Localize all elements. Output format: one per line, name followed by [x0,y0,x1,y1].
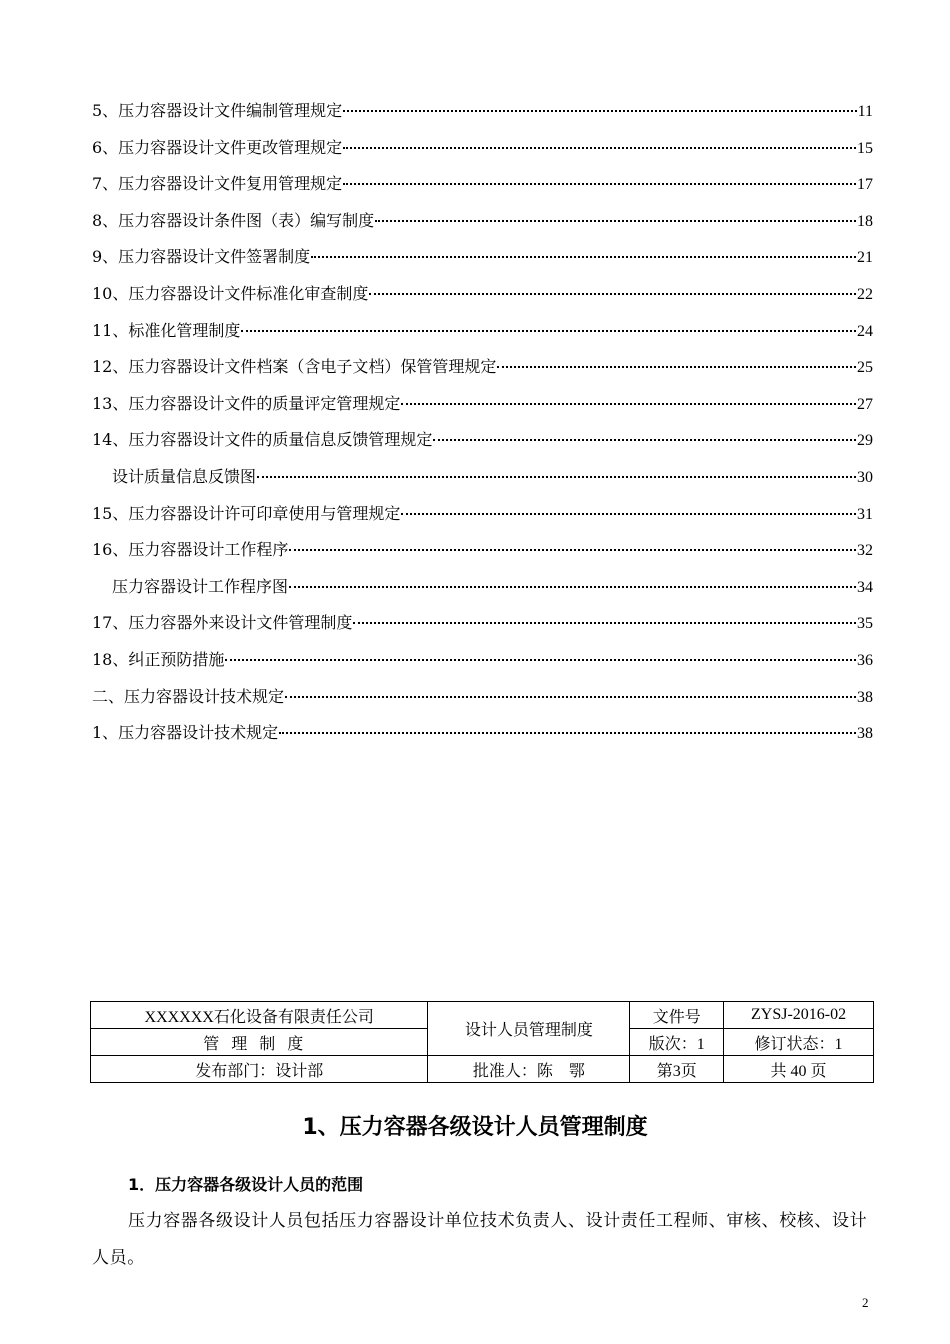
toc-entry-page: 21 [857,249,873,267]
toc-entry[interactable] [92,422,873,459]
toc-leader-dots [401,513,856,515]
toc-leader-dots [343,110,856,112]
toc-entry-page: 36 [857,651,873,669]
toc-leader-dots [257,476,856,478]
toc-entry-title: 二、压力容器设计技术规定 [92,686,285,706]
toc-entry-title: 13、压力容器设计文件的质量评定管理规定 [92,393,401,413]
toc-entry-page: 38 [857,688,873,706]
toc-entry[interactable] [92,679,873,716]
toc-entry-title: 16、压力容器设计工作程序 [92,540,289,560]
toc-leader-dots [343,147,856,149]
toc-entry-page: 38 [857,725,873,743]
toc-entry-page: 30 [857,468,873,486]
toc-leader-dots [241,330,856,332]
file-number-label: 文件号 [630,1002,724,1029]
toc-entry-page: 34 [857,578,873,596]
approver: 批准人：陈 鄂 [428,1056,630,1083]
toc-entry[interactable] [92,349,873,386]
toc-entry-page: 11 [857,103,873,120]
document-type: 管理制度 [91,1029,428,1056]
toc-leader-dots [225,659,856,661]
toc-leader-dots [289,549,856,551]
toc-leader-dots [311,256,856,258]
toc-entry-title: 7、压力容器设计文件复用管理规定 [92,174,343,194]
toc-entry-title: 5、压力容器设计文件编制管理规定 [92,101,343,120]
toc-entry-title: 18、纠正预防措施 [92,649,225,669]
toc-entry[interactable] [92,569,873,606]
toc-entry[interactable] [92,130,873,167]
page-number: 2 [862,1295,869,1310]
toc-entry-page: 27 [857,395,873,413]
toc-entry[interactable] [92,203,873,240]
toc-entry[interactable] [92,715,873,752]
section-title: 1、压力容器各级设计人员管理制度 [302,1115,648,1140]
toc-leader-dots [433,439,856,441]
toc-leader-dots [375,220,856,222]
toc-entry[interactable] [92,532,873,569]
toc-entry-page: 32 [857,542,873,560]
toc-entry-page: 35 [857,615,873,633]
toc-entry-page: 25 [857,359,873,377]
toc-entry[interactable] [92,459,873,496]
toc-entry[interactable] [92,605,873,642]
toc-entry-title: 压力容器设计工作程序图 [112,576,289,596]
body-paragraph: 压力容器各级设计人员包括压力容器设计单位技术负责人、设计责任工程师、审核、校核、设计人员。 [92,1211,868,1268]
toc-entry[interactable] [92,642,873,679]
toc-entry[interactable] [92,386,873,423]
current-page: 第3页 [630,1056,724,1083]
toc-entry-page: 24 [857,322,873,340]
toc-entry-title: 设计质量信息反馈图 [112,466,257,486]
issuing-department: 发布部门：设计部 [91,1056,428,1083]
toc-entry[interactable] [92,93,873,130]
toc-entry[interactable] [92,496,873,533]
toc-entry-title: 17、压力容器外来设计文件管理制度 [92,613,353,633]
toc-leader-dots [279,732,856,734]
document-header-table [90,1001,874,1083]
toc-leader-dots [401,403,856,405]
toc-entry-title: 6、压力容器设计文件更改管理规定 [92,137,343,157]
toc-entry-page: 15 [857,139,873,157]
toc-leader-dots [343,183,856,185]
toc-leader-dots [497,366,856,368]
toc-entry-page: 22 [857,285,873,303]
toc-entry-title: 15、压力容器设计许可印章使用与管理规定 [92,503,401,523]
total-pages: 共 40 页 [724,1056,874,1083]
toc-entry-title: 1、压力容器设计技术规定 [92,723,279,743]
toc-entry-title: 11、标准化管理制度 [92,320,241,340]
toc-entry[interactable] [92,239,873,276]
toc-entry-title: 10、压力容器设计文件标准化审查制度 [92,283,369,303]
toc-entry-page: 29 [857,432,873,450]
toc-entry-page: 18 [857,212,873,230]
revision-status: 修订状态：1 [724,1029,874,1056]
toc-entry-page: 17 [857,176,873,194]
company-name: XXXXXX石化设备有限责任公司 [91,1002,428,1029]
toc-entry-page: 31 [857,505,873,523]
toc-entry-title: 12、压力容器设计文件档案（含电子文档）保管管理规定 [92,357,497,377]
document-name: 设计人员管理制度 [428,1002,630,1056]
toc-entry[interactable] [92,313,873,350]
toc-leader-dots [285,696,856,698]
table-of-contents [92,93,873,752]
toc-entry-title: 8、压力容器设计条件图（表）编写制度 [92,210,375,230]
subsection-title: 1．压力容器各级设计人员的范围 [128,1175,364,1194]
toc-leader-dots [353,622,856,624]
toc-entry[interactable] [92,276,873,313]
toc-leader-dots [289,586,856,588]
toc-leader-dots [369,293,856,295]
edition: 版次：1 [630,1029,724,1056]
file-number: ZYSJ-2016-02 [724,1002,874,1029]
toc-entry[interactable] [92,166,873,203]
toc-entry-title: 9、压力容器设计文件签署制度 [92,247,311,267]
toc-entry-title: 14、压力容器设计文件的质量信息反馈管理规定 [92,430,433,450]
